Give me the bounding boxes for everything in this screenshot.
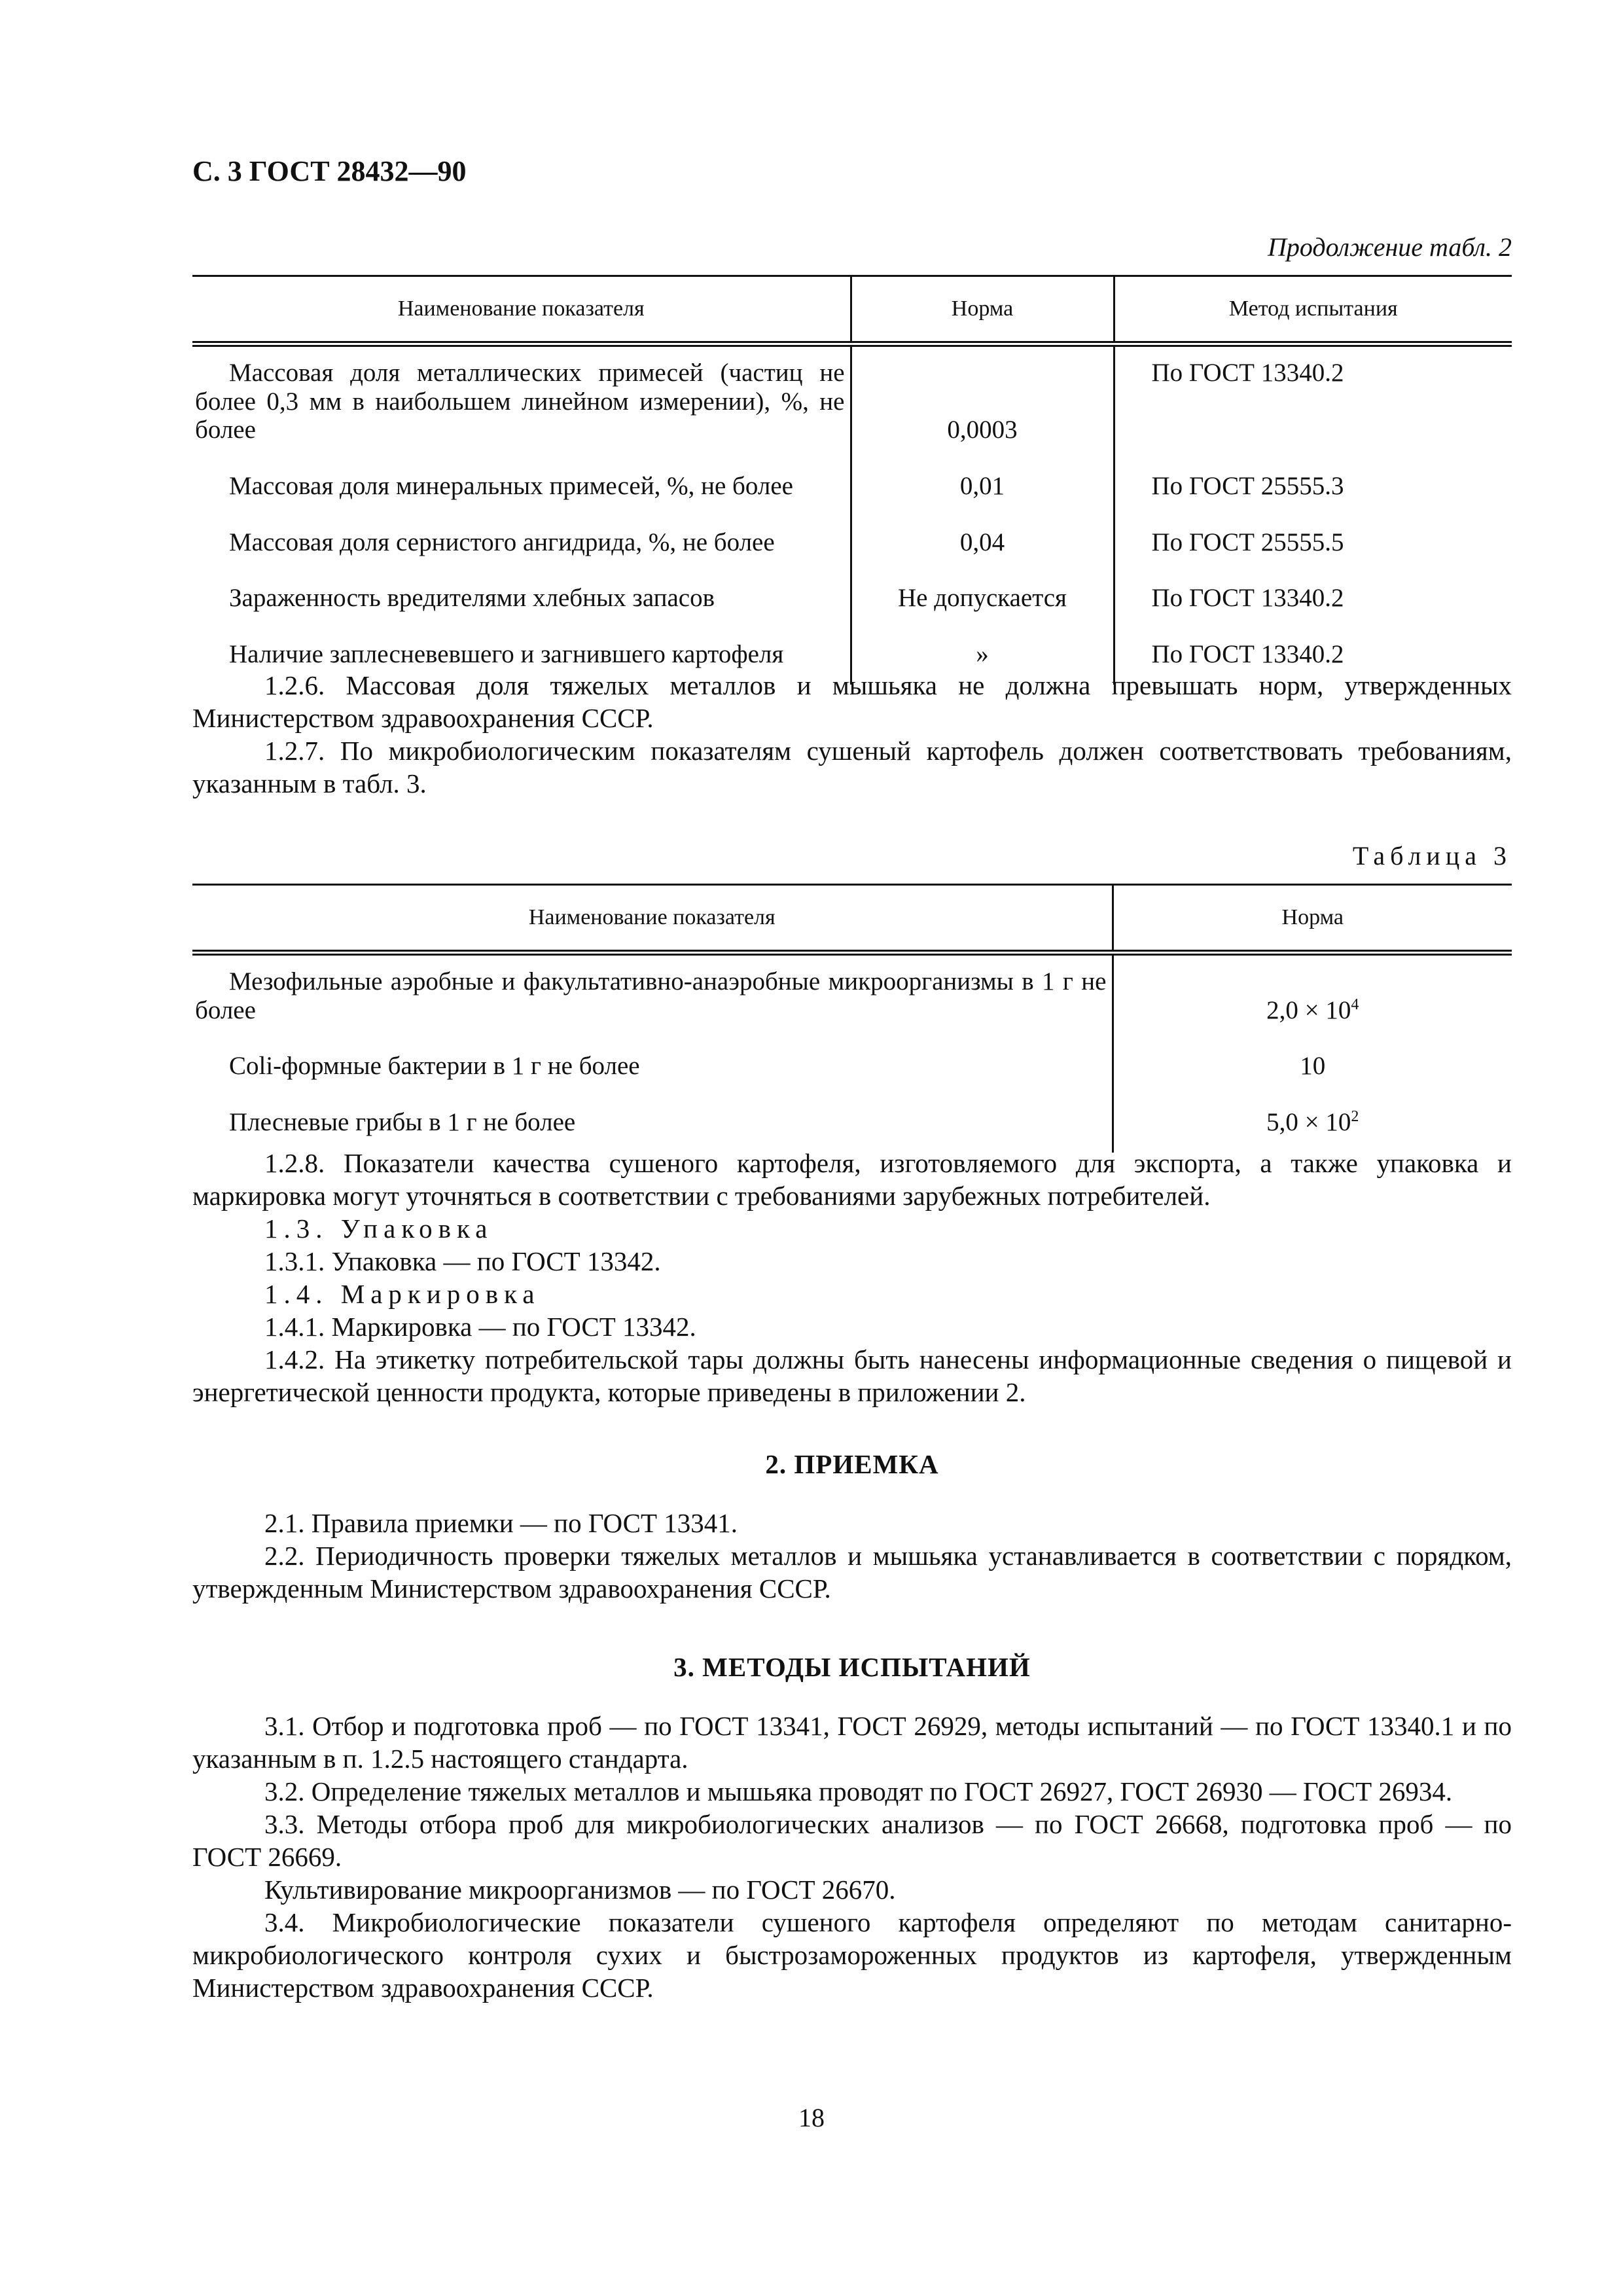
page-number: 18	[798, 2103, 825, 2132]
paragraph: 3.3. Методы отбора проб для микробиологических анализов — по ГОСТ 26668, подготовка проб — по ГОСТ 26669.	[192, 1809, 1512, 1872]
norm-value: 5,0 × 10	[1266, 1108, 1351, 1137]
norm-value: 10	[1300, 1052, 1326, 1081]
table2-header-row	[192, 276, 1512, 344]
table3-cell-name	[192, 1040, 1113, 1096]
table2-cell-norm: Не допускается	[851, 572, 1114, 628]
table2-col-name: Наименование показателя	[192, 276, 851, 344]
section-3-heading: 3. МЕТОДЫ ИСПЫТАНИЙ	[673, 1652, 1031, 1682]
cell-text: Массовая доля минеральных примесей, %, не более	[229, 472, 793, 501]
paragraph: 1.3.1. Упаковка — по ГОСТ 13342.	[264, 1246, 661, 1276]
table2-cell-norm: 0,0003	[851, 344, 1114, 461]
norm-exponent: 2	[1351, 1108, 1359, 1126]
table2-cell-method: По ГОСТ 13340.2	[1114, 344, 1512, 461]
table3-caption: Таблица 3	[1352, 841, 1512, 870]
table3-cell-norm	[1113, 1096, 1512, 1153]
table2-caption: Продолжение табл. 2	[1267, 232, 1512, 262]
table3-cell-norm	[1113, 1040, 1512, 1096]
cell-text: Массовая доля сернистого ангидрида, %, не более	[229, 528, 775, 556]
table-row	[192, 460, 1512, 516]
table-row	[192, 1040, 1512, 1096]
table2-col-method: Метод испытания	[1114, 276, 1512, 344]
cell-text: Зараженность вредителями хлебных запасов	[229, 584, 715, 613]
cell-text: Плесневые грибы в 1 г не более	[229, 1108, 576, 1137]
section-3-heading-wrap	[192, 1651, 1512, 1683]
table2-cell-method: По ГОСТ 25555.5	[1114, 516, 1512, 573]
paragraphs-block-2	[192, 1147, 1512, 1408]
table3-col-name: Наименование показателя	[192, 885, 1113, 953]
paragraph: 1.4.2. На этикетку потребительской тары должны быть нанесены информационные сведения о пищевой и энергетической ценности продукта, которые приведены в приложении 2.	[192, 1344, 1512, 1407]
cell-text: Coli-формные бактерии в 1 г не более	[229, 1052, 640, 1081]
table2-cell-name	[192, 572, 851, 628]
paragraph: 1.2.6. Массовая доля тяжелых металлов и мышьяка не должна превышать норм, утвержденных Министерством здравоохранения СССР.	[192, 670, 1512, 733]
table2-cell-norm: »	[851, 628, 1114, 685]
table2-cell-name	[192, 344, 851, 461]
subsection-heading: 1.4. Маркировка	[264, 1279, 541, 1309]
table3-cell-name	[192, 1096, 1113, 1153]
table2-cell-name	[192, 516, 851, 573]
table2-cell-method: По ГОСТ 25555.3	[1114, 460, 1512, 516]
table2-cell-method: По ГОСТ 13340.2	[1114, 572, 1512, 628]
section-2-heading: 2. ПРИЕМКА	[765, 1449, 939, 1479]
paragraph: 2.1. Правила приемки — по ГОСТ 13341.	[264, 1508, 738, 1538]
table3-cell-norm	[1113, 953, 1512, 1041]
table-2	[192, 275, 1512, 685]
table2-cell-norm: 0,01	[851, 460, 1114, 516]
table-row	[192, 1096, 1512, 1153]
section-2-body	[192, 1507, 1512, 1605]
paragraph: 3.1. Отбор и подготовка проб — по ГОСТ 13341, ГОСТ 26929, методы испытаний — по ГОСТ 13340.1 и по указанным в п. 1.2.5 настоящего стандарта.	[192, 1711, 1512, 1774]
table-row	[192, 953, 1512, 1041]
table3-header-row	[192, 885, 1512, 953]
subsection-heading: 1.3. Упаковка	[264, 1213, 493, 1244]
paragraph: 3.4. Микробиологические показатели сушеного картофеля определяют по методам санитарно-микробиологического контроля сухих и быстрозамороженных продуктов из картофеля, утвержденным Министерством здравоохранения СССР.	[192, 1907, 1512, 2003]
section-3-body	[192, 1710, 1512, 2004]
cell-text: Наличие заплесневевшего и загнившего картофеля	[229, 640, 784, 669]
table2-cell-method: По ГОСТ 13340.2	[1114, 628, 1512, 685]
table3-col-norm: Норма	[1113, 885, 1512, 953]
table2-cell-norm: 0,04	[851, 516, 1114, 573]
table2-cell-name	[192, 460, 851, 516]
paragraph: 1.2.8. Показатели качества сушеного картофеля, изготовляемого для экспорта, а также упаковка и маркировка могут уточняться в соответствии с требованиями зарубежных потребителей.	[192, 1148, 1512, 1211]
table-row	[192, 572, 1512, 628]
table3-cell-name	[192, 953, 1113, 1041]
table-row	[192, 516, 1512, 573]
paragraphs-block-1	[192, 669, 1512, 800]
paragraph: 1.4.1. Маркировка — по ГОСТ 13342.	[264, 1312, 696, 1342]
cell-text: Массовая доля металлических примесей (частиц не более 0,3 мм в наибольшем линейном измерении), %, не более	[195, 359, 845, 444]
section-2-heading-wrap	[192, 1448, 1512, 1480]
norm-exponent: 4	[1351, 996, 1359, 1013]
paragraph: 1.2.7. По микробиологическим показателям сушеный картофель должен соответствовать требованиям, указанным в табл. 3.	[192, 736, 1512, 798]
norm-value: 2,0 × 10	[1266, 996, 1351, 1024]
page-header: С. 3 ГОСТ 28432—90	[192, 155, 467, 187]
table2-col-norm: Норма	[851, 276, 1114, 344]
table-row	[192, 344, 1512, 461]
paragraph: 2.2. Периодичность проверки тяжелых металлов и мышьяка устанавливается в соответствии с порядком, утвержденным Министерством здравоохранения СССР.	[192, 1541, 1512, 1604]
paragraph: Культивирование микроорганизмов — по ГОСТ 26670.	[264, 1874, 896, 1905]
table-3	[192, 884, 1512, 1153]
cell-text: Мезофильные аэробные и факультативно-анаэробные микроорганизмы в 1 г не более	[195, 967, 1107, 1024]
paragraph: 3.2. Определение тяжелых металлов и мышьяка проводят по ГОСТ 26927, ГОСТ 26930 — ГОСТ 26934.	[264, 1776, 1453, 1806]
